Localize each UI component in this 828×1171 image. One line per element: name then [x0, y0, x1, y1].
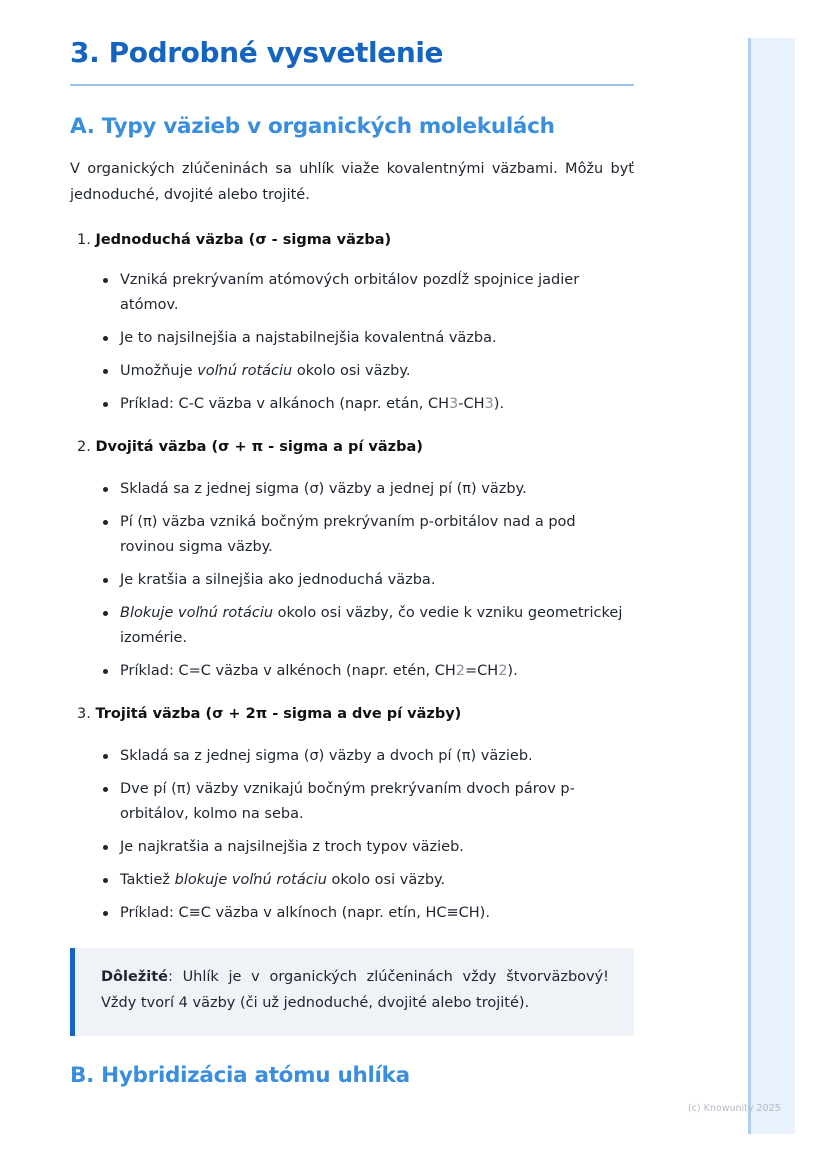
- bond-1-title: Jednoduchá väzba (σ - sigma väzba): [95, 232, 392, 248]
- section-a-intro: V organických zlúčeninách sa uhlík viaže kovalentnými väzbami. Môžu byť jednoduché, dvojité alebo trojité.: [70, 161, 634, 203]
- list-item: Pí (π) väzba vzniká bočným prekrývaním p-orbitálov nad a pod rovinou sigma väzby.: [120, 510, 634, 560]
- subscript: 3: [449, 396, 459, 412]
- list-item: Umožňuje voľnú rotáciu okolo osi väzby.: [120, 359, 634, 384]
- list-item: Blokuje voľnú rotáciu okolo osi väzby, čo vedie k vzniku geometrickej izomérie.: [120, 601, 634, 651]
- callout-label: Dôležité: [101, 969, 168, 985]
- list-number: 3.: [77, 706, 91, 722]
- emphasis: blokuje voľnú rotáciu: [174, 872, 327, 888]
- list-item: Vzniká prekrývaním atómových orbitálov pozdĺž spojnice jadier atómov.: [120, 268, 634, 318]
- list-item: Príklad: C=C väzba v alkénoch (napr. etén, CH2=CH2).: [120, 659, 634, 684]
- list-item: Taktiež blokuje voľnú rotáciu okolo osi väzby.: [120, 868, 634, 893]
- bond-3-heading: [77, 704, 461, 724]
- subscript: 2: [498, 663, 508, 679]
- list-item: Príklad: C-C väzba v alkánoch (napr. etán, CH3-CH3).: [120, 392, 634, 417]
- right-margin-panel: [748, 38, 795, 1134]
- bond-3-list: [120, 744, 634, 934]
- section-b-heading: B. Hybridizácia atómu uhlíka: [70, 1063, 410, 1088]
- list-item: Dve pí (π) väzby vznikajú bočným prekrývaním dvoch párov p-orbitálov, kolmo na seba.: [120, 777, 634, 827]
- callout-text: Dôležité: Uhlík je v organických zlúčeninách vždy štvorväzbový! Vždy tvorí 4 väzby (či už jednoduché, dvojité alebo trojité).: [101, 969, 609, 1011]
- list-item: Príklad: C≡C väzba v alkínoch (napr. etín, HC≡CH).: [120, 901, 634, 926]
- list-item: Skladá sa z jednej sigma (σ) väzby a dvoch pí (π) väzieb.: [120, 744, 634, 769]
- bond-1-heading: [77, 230, 391, 250]
- page-title: 3. Podrobné vysvetlenie: [70, 36, 444, 69]
- footer-copyright: (c) Knowunity 2025: [688, 1103, 781, 1114]
- subscript: 3: [484, 396, 494, 412]
- list-item: Je kratšia a silnejšia ako jednoduchá väzba.: [120, 568, 634, 593]
- bond-2-list: [120, 477, 634, 692]
- list-number: 2.: [77, 439, 91, 455]
- list-item: Skladá sa z jednej sigma (σ) väzby a jednej pí (π) väzby.: [120, 477, 634, 502]
- bond-2-title: Dvojitá väzba (σ + π - sigma a pí väzba): [95, 439, 423, 455]
- list-number: 1.: [77, 232, 91, 248]
- emphasis: voľnú rotáciu: [197, 363, 293, 379]
- list-item: Je to najsilnejšia a najstabilnejšia kovalentná väzba.: [120, 326, 634, 351]
- bond-1-list: [120, 268, 634, 425]
- bond-2-heading: [77, 437, 423, 457]
- bond-3-title: Trojitá väzba (σ + 2π - sigma a dve pí väzby): [95, 706, 462, 722]
- list-item: Je najkratšia a najsilnejšia z troch typov väzieb.: [120, 835, 634, 860]
- subscript: 2: [455, 663, 465, 679]
- important-callout: [70, 948, 634, 1036]
- title-underline: [70, 84, 634, 86]
- section-a-heading: A. Typy väzieb v organických molekulách: [70, 114, 555, 139]
- emphasis: Blokuje voľnú rotáciu: [120, 605, 274, 621]
